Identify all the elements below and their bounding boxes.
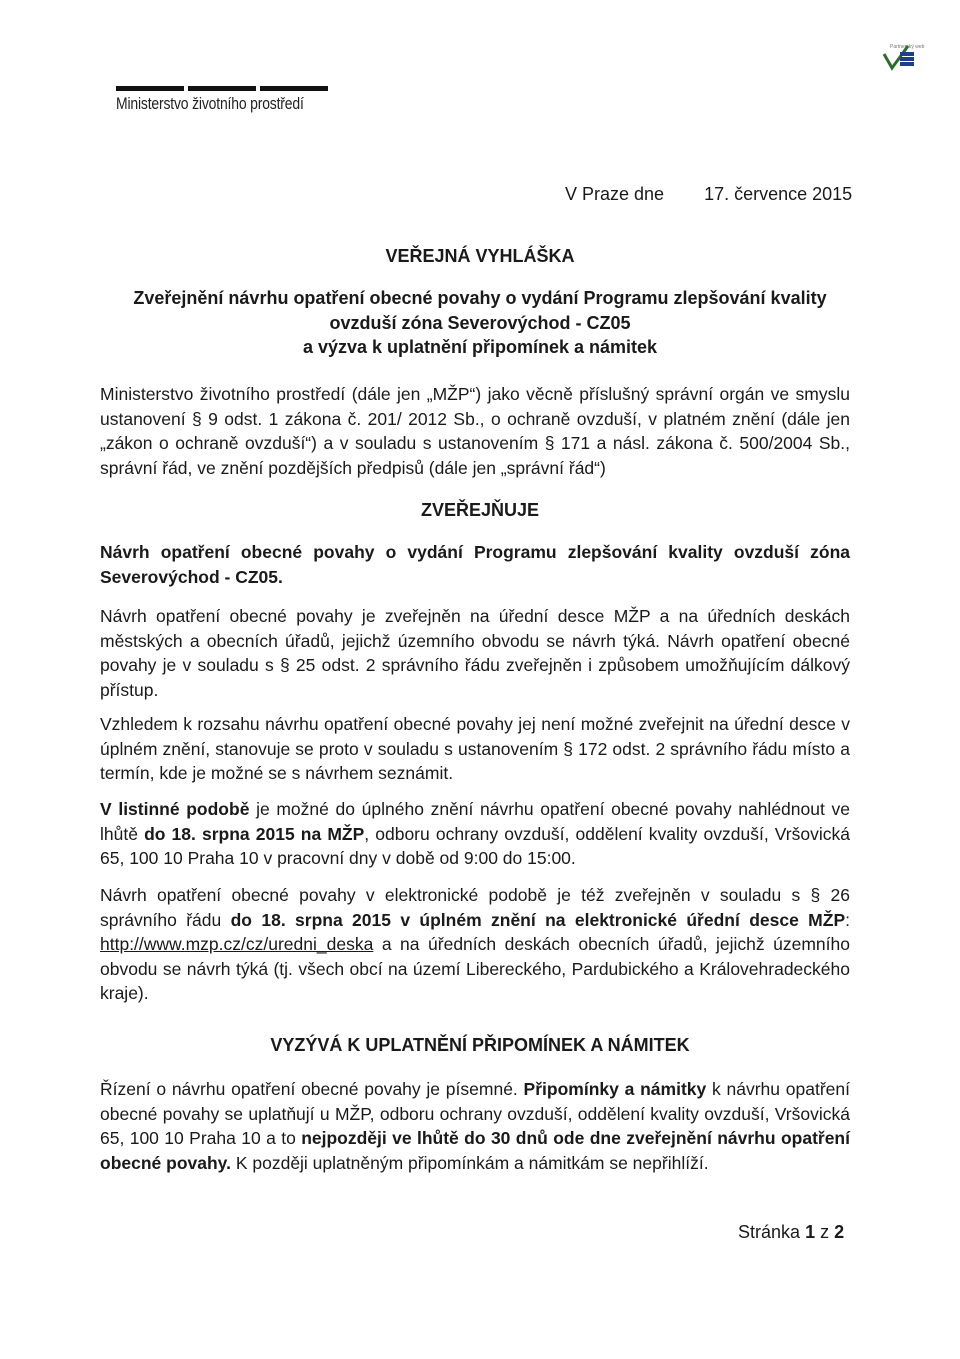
date-value: 17. července 2015 <box>704 184 853 204</box>
date-place: V Praze dne <box>565 184 665 204</box>
comments-bold-1: Připomínky a námitky <box>523 1079 707 1099</box>
electronic-text-3: a na úředních deskách obecních úřadů, jejichž územního obvodu se návrh týká (tj. všech obcí na území Libereckého, Pardubického a Královehradeckého kraje). <box>100 934 850 1003</box>
page-sep: z <box>820 1222 830 1242</box>
draft-heading: Návrh opatření obecné povahy o vydání Programu zlepšování kvality ovzduší zóna Severovýchod - CZ05. <box>100 542 850 587</box>
header-rule <box>116 86 328 91</box>
electronic-text-1: Návrh opatření obecné povahy v elektronické podobě je též zveřejněn v souladu s § 26 správního řádu <box>100 885 850 930</box>
seal-label: Partnerský web <box>890 44 925 50</box>
paper-bold-start: V listinné podobě <box>100 799 250 819</box>
paper-text-2: , odboru ochrany ovzduší, oddělení kvality ovzduší, Vršovická 65, 100 10 Praha 10 v pracovní dny v době od 9:00 do 15:00. <box>100 823 850 868</box>
paragraph-electronic <box>100 883 850 1006</box>
call-heading: VYZÝVÁ K UPLATNĚNÍ PŘIPOMÍNEK A NÁMITEK <box>270 1035 690 1055</box>
electronic-bold: do 18. srpna 2015 v úplném znění na elektronické úřední desce MŽP <box>230 909 846 930</box>
publishes-heading: ZVEŘEJŇUJE <box>420 500 540 520</box>
paragraph-comments <box>100 1077 850 1175</box>
uredni-deska-link[interactable]: http://www.mzp.cz/cz/uredni_deska <box>100 934 374 954</box>
date-line <box>565 184 852 205</box>
comments-text-3: K později uplatněným připomínkám a námitkám se nepřihlíží. <box>230 1152 709 1173</box>
paper-text-1: je možné do úplného znění návrhu opatření obecné povahy nahlédnout ve lhůtě <box>100 799 850 844</box>
comments-bold-2: nejpozději ve lhůtě do 30 dnů ode dne zveřejnění návrhu opatření obecné povahy. <box>100 1128 850 1173</box>
paragraph-board: Návrh opatření obecné povahy je zveřejněn na úřední desce MŽP a na úředních deskách městských a obecních úřadů, jejichž územního obvodu se návrh týká. Návrh opatření obecné povahy je v souladu s § 25 odst. 2 správního řádu zveřejněn i způsobem umožňujícím dálkový přístup. <box>100 606 850 700</box>
paragraph-paper <box>100 797 850 871</box>
paragraph-scope: Vzhledem k rozsahu návrhu opatření obecné povahy jej není možné zveřejnit na úřední desce v úplném znění, stanovuje se proto v souladu s ustanovením § 172 odst. 2 správního řádu místo a termín, kde je možné se s návrhem seznámit. <box>100 714 850 783</box>
page-word: Stránka <box>738 1222 801 1242</box>
ministry-name: Ministerstvo životního prostředí <box>116 94 304 113</box>
page-current: 1 <box>805 1222 816 1242</box>
page-number <box>738 1222 844 1243</box>
intro-paragraph: Ministerstvo životního prostředí (dále jen „MŽP“) jako věcně příslušný správní orgán ve smyslu ustanovení § 9 odst. 1 zákona č. 201/ 2012 Sb., o ochraně ovzduší, v platném znění (dále jen „zákon o ochraně ovzduší“) a v souladu s ustanovením § 171 a násl. zákona č. 500/2004 Sb., správní řád, ve znění pozdějších předpisů (dále jen „správní řád“) <box>100 384 850 478</box>
subtitle-line-3: a výzva k uplatnění připomínek a námitek <box>302 337 658 357</box>
paper-bold-deadline: do 18. srpna 2015 na MŽP <box>144 823 365 844</box>
comments-text-2: k návrhu opatření obecné povahy se uplatňují u MŽP, odboru ochrany ovzduší, oddělení kvality ovzduší, Vršovická 65, 100 10 Praha 10 a to <box>100 1079 850 1148</box>
subtitle-line-1: Zveřejnění návrhu opatření obecné povahy o vydání Programu zlepšování kvality <box>133 288 827 308</box>
comments-text-1: Řízení o návrhu opatření obecné povahy je písemné. <box>100 1079 524 1099</box>
document-subtitle <box>100 286 860 360</box>
electronic-text-2: : <box>845 909 850 930</box>
partner-seal-icon <box>870 40 930 72</box>
subtitle-line-2: ovzduší zóna Severovýchod - CZ05 <box>329 312 631 333</box>
page-total: 2 <box>834 1222 845 1242</box>
document-title: VEŘEJNÁ VYHLÁŠKA <box>385 246 575 266</box>
